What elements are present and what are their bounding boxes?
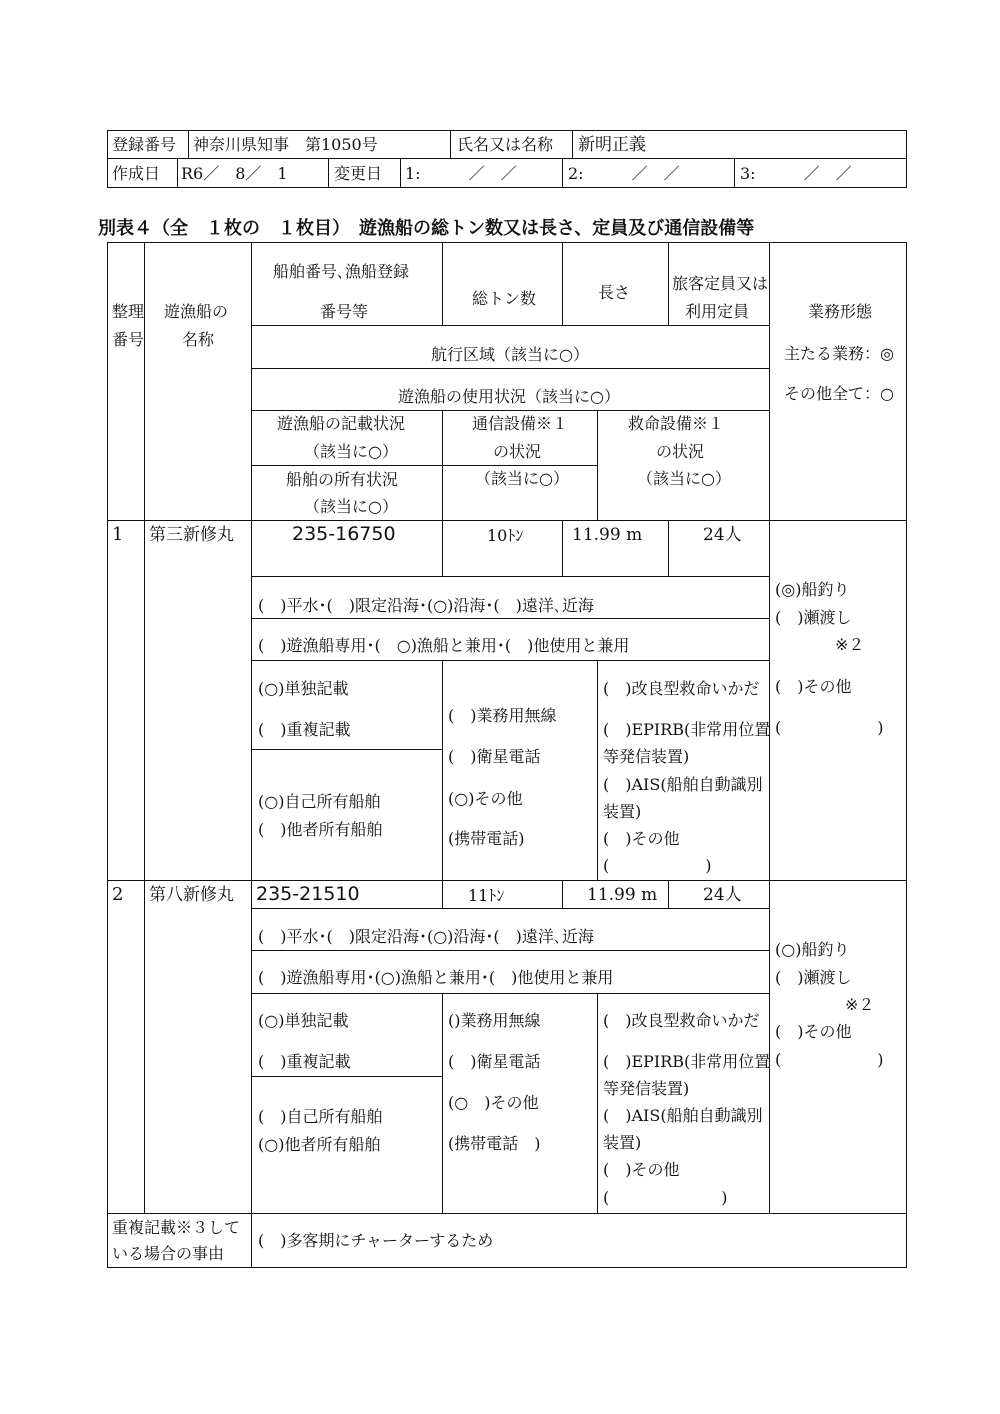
boat-comm-3: (○ )その他: [448, 1093, 539, 1112]
change-2: 2: ／ ／: [568, 164, 680, 183]
boat-rescue-3: 等発信装置): [603, 1079, 690, 1098]
col-business: 業務形態: [808, 302, 873, 321]
boat-rescue-2: ( )EPIRB(非常用位置: [603, 1052, 771, 1071]
boat-biz-1: (◎)船釣り: [775, 580, 850, 599]
boat-rescue-6: ( )その他: [603, 829, 680, 848]
col-business-other: その他全て：○: [784, 384, 894, 403]
change-1: 1: ／ ／: [405, 164, 517, 183]
boat-area: ( )平水･( )限定沿海･(○)沿海･( )遠洋､近海: [258, 596, 594, 615]
reg-no-value: 神奈川県知事 第1050号: [193, 135, 378, 154]
boat-rescue-5: 装置): [603, 1133, 642, 1152]
boat-rescue-4: ( )AIS(船舶自動識別: [603, 775, 763, 794]
boat-rescue-7: ( ): [603, 1188, 728, 1207]
boat-record-1: (○)単独記載: [258, 1011, 349, 1030]
boat-comm-2: ( )衛星電話: [448, 1052, 541, 1071]
boat-rescue-2: ( )EPIRB(非常用位置: [603, 720, 771, 739]
col-capacity-2: 利用定員: [685, 302, 750, 321]
boat-biz-2: ( )瀬渡し: [775, 608, 852, 627]
created-label: 作成日: [112, 164, 161, 183]
boat-comm-4: (携帯電話 ): [448, 1134, 541, 1153]
boat-biz-3: ※２: [845, 995, 875, 1014]
col-comm-2: の状況: [493, 442, 542, 461]
col-seiri-2: 番号: [112, 330, 145, 349]
boat-no: 1: [112, 524, 124, 545]
boat-usage: ( )遊漁船専用･( ○)漁船と兼用･( )他使用と兼用: [258, 636, 630, 655]
page-title: 別表４（全 １枚の １枚目） 遊漁船の総トン数又は長さ、定員及び通信設備等: [98, 218, 755, 239]
reg-no-label: 登録番号: [112, 135, 177, 154]
boat-own-1: (○)自己所有船舶: [258, 792, 381, 811]
boat-rescue-3: 等発信装置): [603, 747, 690, 766]
col-boat-name-1: 遊漁船の: [164, 302, 229, 321]
col-comm-3: （該当に○）: [475, 469, 569, 488]
changed-label: 変更日: [334, 164, 383, 183]
boat-record-2: ( )重複記載: [258, 1052, 351, 1071]
boat-biz-5: ( ): [775, 718, 884, 737]
boat-own-2: (○)他者所有船舶: [258, 1135, 381, 1154]
boat-rescue-6: ( )その他: [603, 1160, 680, 1179]
boat-ton: 11ﾄﾝ: [468, 886, 505, 905]
col-length: 長さ: [598, 283, 631, 302]
boat-biz-2: ( )瀬渡し: [775, 968, 852, 987]
boat-own-2: ( )他者所有船舶: [258, 820, 383, 839]
name-value: 新明正義: [578, 135, 646, 155]
col-rescue-1: 救命設備※１: [628, 414, 725, 433]
boat-length: 11.99 m: [572, 525, 643, 545]
boat-comm-2: ( )衛星電話: [448, 747, 541, 766]
boat-name: 第三新修丸: [149, 525, 234, 545]
boat-reg: 235-16750: [292, 523, 396, 545]
boat-comm-1: ( )業務用無線: [448, 706, 557, 725]
boat-biz-3: ※２: [835, 635, 865, 654]
boat-own-1: ( )自己所有船舶: [258, 1107, 383, 1126]
col-reg-no-1: 船舶番号､漁船登録: [273, 262, 410, 281]
boat-no: 2: [112, 884, 124, 905]
boat-biz-4: ( )その他: [775, 677, 852, 696]
col-record-1: 遊漁船の記載状況: [277, 414, 406, 433]
col-record-2: （該当に○）: [304, 442, 398, 461]
created-value: R6／ 8／ 1: [181, 164, 288, 183]
col-business-main: 主たる業務：◎: [784, 344, 894, 363]
col-rescue-3: （該当に○）: [637, 469, 731, 488]
col-comm-1: 通信設備※１: [472, 414, 569, 433]
boat-rescue-1: ( )改良型救命いかだ: [603, 1011, 760, 1030]
boat-biz-5: ( ): [775, 1050, 884, 1069]
boat-record-1: (○)単独記載: [258, 679, 349, 698]
col-tonnage: 総トン数: [472, 289, 537, 308]
boat-capacity: 24人: [703, 885, 742, 905]
col-usage: 遊漁船の使用状況（該当に○）: [398, 387, 620, 406]
boat-rescue-4: ( )AIS(船舶自動識別: [603, 1106, 763, 1125]
boat-rescue-1: ( )改良型救命いかだ: [603, 679, 760, 698]
boat-rescue-5: 装置): [603, 802, 642, 821]
col-area: 航行区域（該当に○）: [431, 345, 589, 364]
boat-comm-4: (携帯電話): [448, 829, 525, 848]
boat-capacity: 24人: [703, 525, 742, 545]
boat-name: 第八新修丸: [149, 885, 234, 905]
boat-comm-1: ()業務用無線: [448, 1011, 541, 1030]
boat-biz-4: ( )その他: [775, 1022, 852, 1041]
name-label: 氏名又は名称: [457, 135, 554, 154]
col-capacity-1: 旅客定員又は: [672, 274, 769, 293]
boat-record-2: ( )重複記載: [258, 720, 351, 739]
col-seiri-1: 整理: [112, 302, 145, 321]
boat-reg: 235-21510: [256, 883, 360, 905]
boat-usage: ( )遊漁船専用･(○)漁船と兼用･( )他使用と兼用: [258, 968, 614, 987]
boat-rescue-7: ( ): [603, 856, 712, 875]
col-boat-name-2: 名称: [182, 330, 215, 349]
footer-label-2: いる場合の事由: [112, 1244, 225, 1263]
col-rescue-2: の状況: [656, 442, 705, 461]
col-own-2: （該当に○）: [304, 497, 398, 516]
col-reg-no-2: 番号等: [320, 302, 369, 321]
boat-area: ( )平水･( )限定沿海･(○)沿海･( )遠洋､近海: [258, 927, 594, 946]
boat-length: 11.99 m: [587, 885, 658, 905]
change-3: 3: ／ ／: [740, 164, 852, 183]
boat-ton: 10ﾄﾝ: [487, 526, 524, 545]
boat-comm-3: (○)その他: [448, 789, 523, 808]
footer-value: ( )多客期にチャーターするため: [258, 1231, 494, 1250]
footer-label-1: 重複記載※３して: [112, 1218, 241, 1237]
boat-biz-1: (○)船釣り: [775, 940, 850, 959]
col-own-1: 船舶の所有状況: [286, 470, 399, 489]
